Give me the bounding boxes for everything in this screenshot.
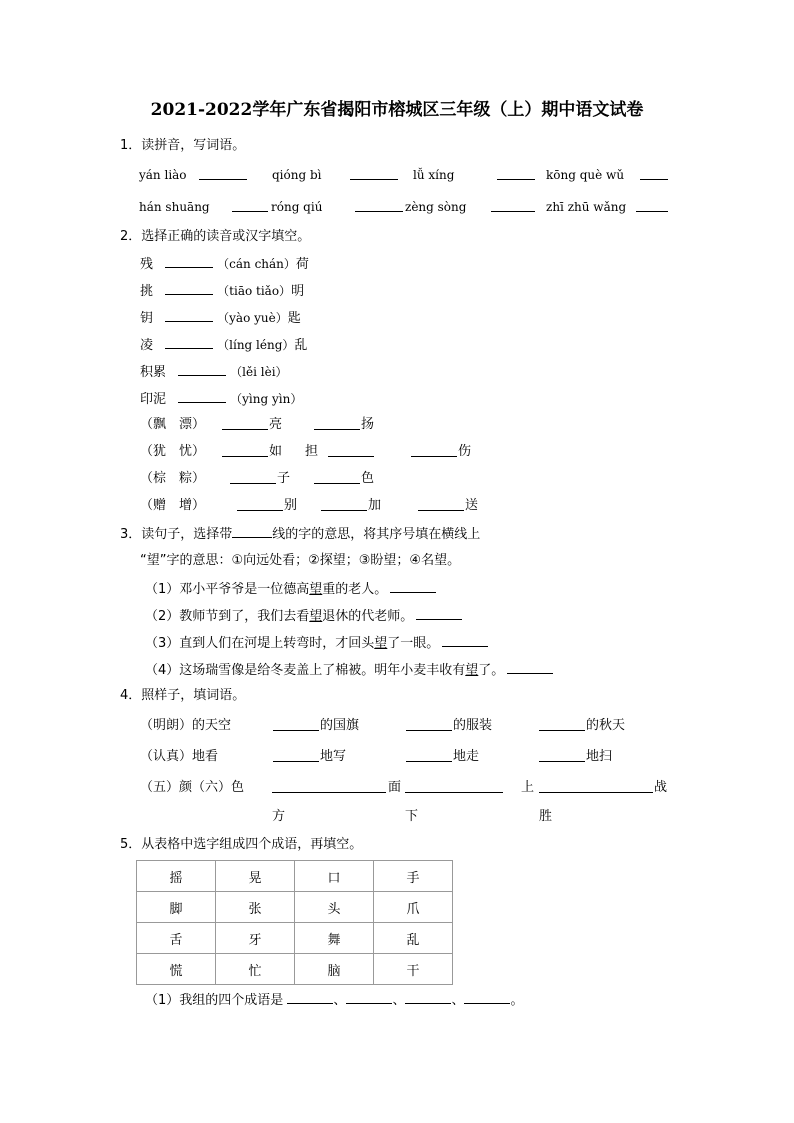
underline-sample: [232, 525, 272, 538]
q2-group-word: 如: [269, 444, 283, 459]
q3-sentence: （2）教师节到了，我们去看望退休的代老师。: [145, 607, 462, 625]
q2-item: 凌 （líng léng）乱: [140, 338, 308, 353]
grid-row: [137, 861, 453, 892]
answer-blank[interactable]: [442, 634, 488, 647]
q4-word: 的服装: [453, 718, 493, 733]
q4-word: 的国旗: [320, 718, 360, 733]
q3-label: 3．读句子，选择带 线的字的意思，将其序号填在横线上: [120, 527, 481, 542]
answer-blank[interactable]: [406, 749, 452, 762]
answer-blank[interactable]: [199, 167, 247, 180]
answer-blank[interactable]: [355, 199, 403, 212]
grid-cell[interactable]: 张: [216, 892, 295, 923]
q2-group-option: （飘 漂）: [140, 417, 206, 432]
answer-blank[interactable]: [464, 991, 510, 1004]
grid-cell[interactable]: 脑: [295, 954, 374, 985]
answer-blank[interactable]: [640, 167, 668, 180]
page-title: 2021-2022学年广东省揭阳市榕城区三年级（上）期中语文试卷: [150, 100, 644, 120]
q4-example: （认真）地看: [140, 749, 219, 764]
q2-group-word: 伤: [458, 444, 472, 459]
q2-group-word: 子: [277, 471, 291, 486]
q2-item: 印泥 （yìng yìn）: [140, 392, 303, 407]
q2-item: 残 （cán chán）荷: [140, 257, 309, 272]
answer-blank[interactable]: [416, 607, 462, 620]
answer-blank[interactable]: [539, 780, 653, 793]
grid-cell[interactable]: 干: [374, 954, 453, 985]
grid-cell[interactable]: 爪: [374, 892, 453, 923]
grid-row: [137, 954, 453, 985]
q2-group-option: （棕 粽）: [140, 471, 206, 486]
answer-blank[interactable]: [406, 718, 452, 731]
pinyin-item: zèng sòng: [405, 200, 467, 214]
answer-blank[interactable]: [222, 444, 268, 457]
q4-label: 4．照样子，填词语。: [120, 688, 246, 703]
q5-label: 5．从表格中选字组成四个成语，再填空。: [120, 837, 363, 852]
answer-blank[interactable]: [165, 336, 213, 349]
answer-blank[interactable]: [497, 167, 535, 180]
character-grid: [136, 860, 453, 985]
q4-word: 地走: [453, 749, 480, 764]
grid-cell[interactable]: 忙: [216, 954, 295, 985]
pinyin-item: hán shuāng: [139, 200, 210, 214]
grid-cell[interactable]: 牙: [216, 923, 295, 954]
q4-sub-char: 方: [272, 809, 286, 824]
q2-group-word: 色: [361, 471, 375, 486]
answer-blank[interactable]: [314, 417, 360, 430]
answer-blank[interactable]: [273, 718, 319, 731]
q2-item: 积累 （lěi lèi）: [140, 365, 288, 380]
answer-blank[interactable]: [390, 580, 436, 593]
answer-blank[interactable]: [232, 199, 268, 212]
grid-cell[interactable]: 头: [295, 892, 374, 923]
answer-blank[interactable]: [636, 199, 668, 212]
q2-label: 2．选择正确的读音或汉字填空。: [120, 229, 311, 244]
grid-cell[interactable]: 脚: [137, 892, 216, 923]
q4-sub-char: 下: [405, 809, 419, 824]
q3-sentence: （1）邓小平爷爷是一位德高望重的老人。: [145, 580, 436, 598]
answer-blank[interactable]: [314, 471, 360, 484]
grid-cell[interactable]: 口: [295, 861, 374, 892]
grid-cell[interactable]: 慌: [137, 954, 216, 985]
answer-blank[interactable]: [287, 991, 333, 1004]
q4-word: 地扫: [586, 749, 613, 764]
grid-row: [137, 892, 453, 923]
answer-blank[interactable]: [411, 444, 457, 457]
q2-group-option: （赠 增）: [140, 498, 206, 513]
q5-answer-line: （1）我组的四个成语是 、 、 、 。: [145, 993, 524, 1008]
answer-blank[interactable]: [165, 282, 213, 295]
answer-blank[interactable]: [321, 498, 367, 511]
answer-blank[interactable]: [539, 718, 585, 731]
q1-label: 1．读拼音，写词语。: [120, 138, 246, 153]
q2-item: 钥 （yào yuè）匙: [140, 311, 301, 326]
q3-sentence: （4）这场瑞雪像是给冬麦盖上了棉被。明年小麦丰收有望了。: [145, 661, 553, 679]
answer-blank[interactable]: [178, 390, 226, 403]
grid-cell[interactable]: 摇: [137, 861, 216, 892]
answer-blank[interactable]: [237, 498, 283, 511]
q2-group-word: 加: [368, 498, 382, 513]
grid-cell[interactable]: 舞: [295, 923, 374, 954]
answer-blank[interactable]: [272, 780, 386, 793]
answer-blank[interactable]: [273, 749, 319, 762]
answer-blank[interactable]: [350, 167, 398, 180]
q2-group-word: 亮: [269, 417, 283, 432]
pinyin-item: kōng què wǔ: [546, 168, 625, 182]
q4-example: （明朗）的天空: [140, 718, 232, 733]
grid-row: [137, 923, 453, 954]
grid-cell[interactable]: 手: [374, 861, 453, 892]
q2-group-word: 别: [284, 498, 298, 513]
q2-group-word: 送: [465, 498, 479, 513]
pinyin-item: zhī zhū wǎng: [546, 200, 627, 214]
q4-word: 的秋天: [586, 718, 626, 733]
q3-sentence: （3）直到人们在河堤上转弯时，才回头望了一眼。: [145, 634, 488, 652]
answer-blank[interactable]: [222, 417, 268, 430]
answer-blank[interactable]: [405, 991, 451, 1004]
q2-group-word: 担: [305, 444, 319, 459]
q4-example: （五）颜（六）色: [140, 780, 245, 795]
q4-sub-char: 胜: [539, 809, 553, 824]
q4-word: 战: [654, 780, 668, 795]
grid-cell[interactable]: 晃: [216, 861, 295, 892]
q2-group-word: 扬: [361, 417, 375, 432]
grid-cell[interactable]: 舌: [137, 923, 216, 954]
pinyin-item: lǚ xíng: [413, 168, 455, 182]
answer-blank[interactable]: [346, 991, 392, 1004]
grid-cell[interactable]: 乱: [374, 923, 453, 954]
answer-blank[interactable]: [165, 255, 213, 268]
answer-blank[interactable]: [507, 661, 553, 674]
answer-blank[interactable]: [539, 749, 585, 762]
answer-blank[interactable]: [230, 471, 276, 484]
q3-meaning: “望”字的意思：①向远处看；②探望；③盼望；④名望。: [140, 553, 461, 568]
q2-group-option: （犹 忧）: [140, 444, 206, 459]
pinyin-item: róng qiú: [271, 200, 323, 214]
q4-word: 面: [388, 780, 402, 795]
answer-blank[interactable]: [418, 498, 464, 511]
q4-word: 上: [521, 780, 535, 795]
answer-blank[interactable]: [178, 363, 226, 376]
pinyin-item: yán liào: [139, 168, 187, 182]
pinyin-item: qióng bì: [272, 168, 322, 182]
answer-blank[interactable]: [405, 780, 503, 793]
answer-blank[interactable]: [491, 199, 535, 212]
q4-word: 地写: [320, 749, 347, 764]
answer-blank[interactable]: [328, 444, 374, 457]
answer-blank[interactable]: [165, 309, 213, 322]
q2-item: 挑 （tiāo tiǎo）明: [140, 284, 305, 299]
